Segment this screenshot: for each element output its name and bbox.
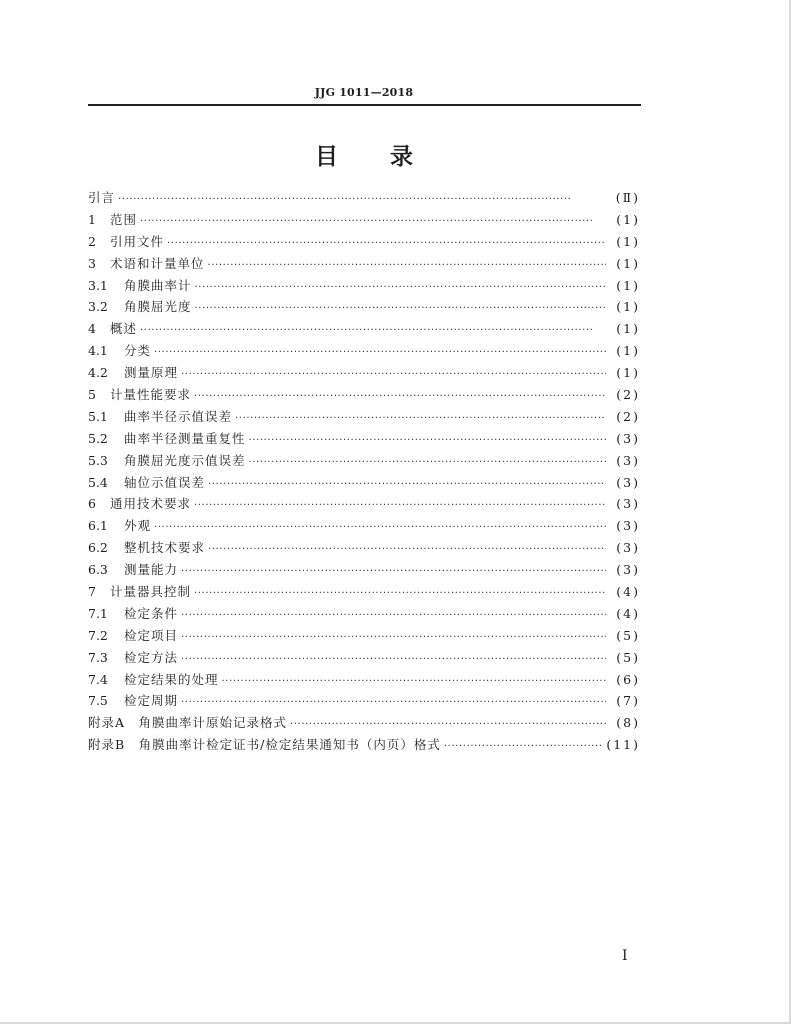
toc-entry-page: (2)	[616, 408, 640, 424]
toc-entry[interactable]	[88, 363, 640, 385]
toc-entry-title: 测量原理	[124, 365, 179, 381]
toc-entry-page: (1)	[616, 343, 640, 359]
toc-entry-number: 3.2	[88, 299, 108, 315]
toc-dot-leader	[208, 479, 606, 490]
toc-title-char-1: 目	[315, 144, 338, 170]
toc-entry-page: (Ⅱ)	[615, 190, 640, 205]
toc-entry[interactable]	[88, 319, 640, 341]
toc-entry-title: 引用文件	[110, 233, 165, 249]
toc-entry-title: 检定条件	[124, 605, 179, 621]
toc-entry-title: 曲率半径测量重复性	[124, 430, 246, 446]
toc-entry-title: 角膜曲率计	[124, 277, 192, 293]
toc-entry-page: (1)	[616, 255, 640, 271]
toc-entry-title: 检定方法	[124, 649, 179, 665]
toc-entry-number: 5.3	[88, 452, 108, 468]
toc-entry-number: 7	[88, 584, 96, 600]
toc-entry-title: 计量性能要求	[110, 387, 192, 403]
toc-entry[interactable]	[88, 407, 640, 429]
toc-entry[interactable]	[88, 538, 640, 560]
toc-entry-title: 测量能力	[124, 562, 179, 578]
toc-entry-title: 范围	[110, 211, 138, 227]
toc-dot-leader	[249, 457, 606, 468]
toc-entry[interactable]	[88, 604, 640, 626]
toc-entry[interactable]	[88, 560, 640, 582]
toc-entry-title: 引言	[88, 190, 116, 205]
toc-entry[interactable]	[88, 429, 640, 451]
toc-entry-number: 7.4	[88, 671, 108, 687]
toc-dot-leader	[444, 741, 602, 752]
toc-entry-page: (5)	[616, 627, 640, 643]
toc-entry[interactable]	[88, 626, 640, 648]
toc-dot-leader	[194, 500, 606, 511]
toc-entry-page: (5)	[616, 649, 640, 665]
toc-entry-number: 4	[88, 321, 96, 337]
toc-dot-leader	[181, 610, 606, 621]
toc-entry-title: 检定项目	[124, 627, 179, 643]
toc-entry-title: 轴位示值误差	[124, 474, 206, 490]
toc-entry-number: 6.1	[88, 518, 108, 534]
toc-entry-title: 外观	[124, 518, 152, 534]
header-rule	[88, 104, 641, 106]
toc-dot-leader	[249, 435, 606, 446]
toc-dot-leader	[208, 544, 606, 555]
toc-entry[interactable]	[88, 691, 640, 713]
toc-entry-page: (1)	[616, 233, 640, 249]
toc-entry[interactable]	[88, 341, 640, 363]
toc-dot-leader	[140, 216, 606, 227]
toc-entry-page: (3)	[616, 540, 640, 556]
toc-entry-page: (1)	[616, 299, 640, 315]
toc-entry-number: 6.2	[88, 540, 108, 556]
toc-entry-title: 计量器具控制	[110, 584, 192, 600]
toc-dot-leader	[194, 588, 606, 599]
toc-dot-leader	[181, 369, 606, 380]
toc-entry-title: 概述	[110, 321, 138, 337]
toc-entry-title: 术语和计量单位	[110, 255, 205, 271]
toc-entry-title: 附录A 角膜曲率计原始记录格式	[88, 715, 288, 731]
toc-dot-leader	[118, 194, 606, 205]
toc-entry-number: 4.2	[88, 365, 108, 381]
toc-entry[interactable]	[88, 385, 640, 407]
toc-dot-leader	[167, 238, 606, 249]
toc-entry[interactable]	[88, 648, 640, 670]
toc-dot-leader	[154, 347, 606, 358]
toc-dot-leader	[222, 676, 606, 687]
toc-entry-page: (7)	[616, 693, 640, 709]
toc-dot-leader	[195, 303, 606, 314]
toc-entry-number: 3.1	[88, 277, 108, 293]
toc-entry-number: 7.1	[88, 605, 108, 621]
toc-entry-page: (11)	[606, 737, 640, 753]
toc-entry-number: 6.3	[88, 562, 108, 578]
toc-entry-page: (1)	[616, 365, 640, 381]
toc-entry-page: (3)	[616, 430, 640, 446]
toc-entry-title: 角膜屈光度	[124, 299, 192, 315]
toc-entry-title: 附录B 角膜曲率计检定证书/检定结果通知书（内页）格式	[88, 737, 441, 753]
toc-entry[interactable]	[88, 713, 640, 735]
toc-entry-page: (4)	[616, 605, 640, 621]
toc-entry[interactable]	[88, 276, 640, 298]
toc-dot-leader	[235, 413, 606, 424]
toc-entry[interactable]	[88, 735, 640, 757]
toc-entry[interactable]	[88, 188, 640, 210]
toc-dot-leader	[290, 719, 606, 730]
toc-dot-leader	[194, 391, 606, 402]
standard-code: JJG 1011—2018	[314, 86, 414, 99]
toc-entry-number: 5.4	[88, 474, 108, 490]
toc-entry-title: 检定周期	[124, 693, 179, 709]
toc-entry-page: (3)	[616, 518, 640, 534]
toc-dot-leader	[181, 566, 606, 577]
toc-entry-title: 角膜屈光度示值误差	[124, 452, 246, 468]
toc-dot-leader	[208, 260, 606, 271]
toc-entry-page: (3)	[616, 562, 640, 578]
toc-entry-page: (3)	[616, 496, 640, 512]
toc-entry[interactable]	[88, 670, 640, 692]
toc-entry-number: 7.2	[88, 627, 108, 643]
toc-entry[interactable]	[88, 232, 640, 254]
toc-entry-title: 通用技术要求	[110, 496, 192, 512]
toc-entry-number: 6	[88, 496, 96, 512]
toc-entry-page: (4)	[616, 584, 640, 600]
toc-entry[interactable]	[88, 473, 640, 495]
toc-list	[88, 188, 640, 757]
toc-dot-leader	[181, 654, 606, 665]
toc-title-char-2: 录	[390, 144, 413, 170]
toc-entry-title: 检定结果的处理	[124, 671, 219, 687]
toc-entry[interactable]	[88, 451, 640, 473]
toc-entry[interactable]	[88, 494, 640, 516]
toc-entry-number: 1	[88, 211, 96, 227]
toc-entry-title: 整机技术要求	[124, 540, 206, 556]
toc-entry-number: 7.3	[88, 649, 108, 665]
page-number: I	[622, 948, 628, 964]
toc-dot-leader	[154, 522, 606, 533]
toc-entry[interactable]	[88, 516, 640, 538]
toc-entry-page: (2)	[616, 387, 640, 403]
toc-dot-leader	[195, 282, 606, 293]
toc-entry-title: 分类	[124, 343, 152, 359]
toc-dot-leader	[181, 697, 606, 708]
toc-entry-number: 5.1	[88, 408, 108, 424]
toc-entry-number: 3	[88, 255, 96, 271]
toc-entry-number: 2	[88, 233, 96, 249]
toc-dot-leader	[181, 632, 606, 643]
toc-dot-leader	[140, 325, 606, 336]
toc-entry-page: (1)	[616, 321, 640, 337]
toc-title	[0, 138, 728, 171]
toc-entry[interactable]	[88, 297, 640, 319]
toc-entry[interactable]	[88, 254, 640, 276]
toc-entry-number: 5.2	[88, 430, 108, 446]
toc-entry-page: (1)	[616, 277, 640, 293]
toc-entry-number: 5	[88, 387, 96, 403]
toc-entry-page: (1)	[616, 211, 640, 227]
toc-entry-number: 4.1	[88, 343, 108, 359]
toc-entry[interactable]	[88, 210, 640, 232]
toc-entry-page: (3)	[616, 452, 640, 468]
toc-entry-page: (3)	[616, 474, 640, 490]
toc-entry-page: (6)	[616, 671, 640, 687]
toc-entry-number: 7.5	[88, 693, 108, 709]
toc-entry-title: 曲率半径示值误差	[124, 408, 233, 424]
toc-entry-page: (8)	[616, 715, 640, 731]
toc-entry[interactable]	[88, 582, 640, 604]
